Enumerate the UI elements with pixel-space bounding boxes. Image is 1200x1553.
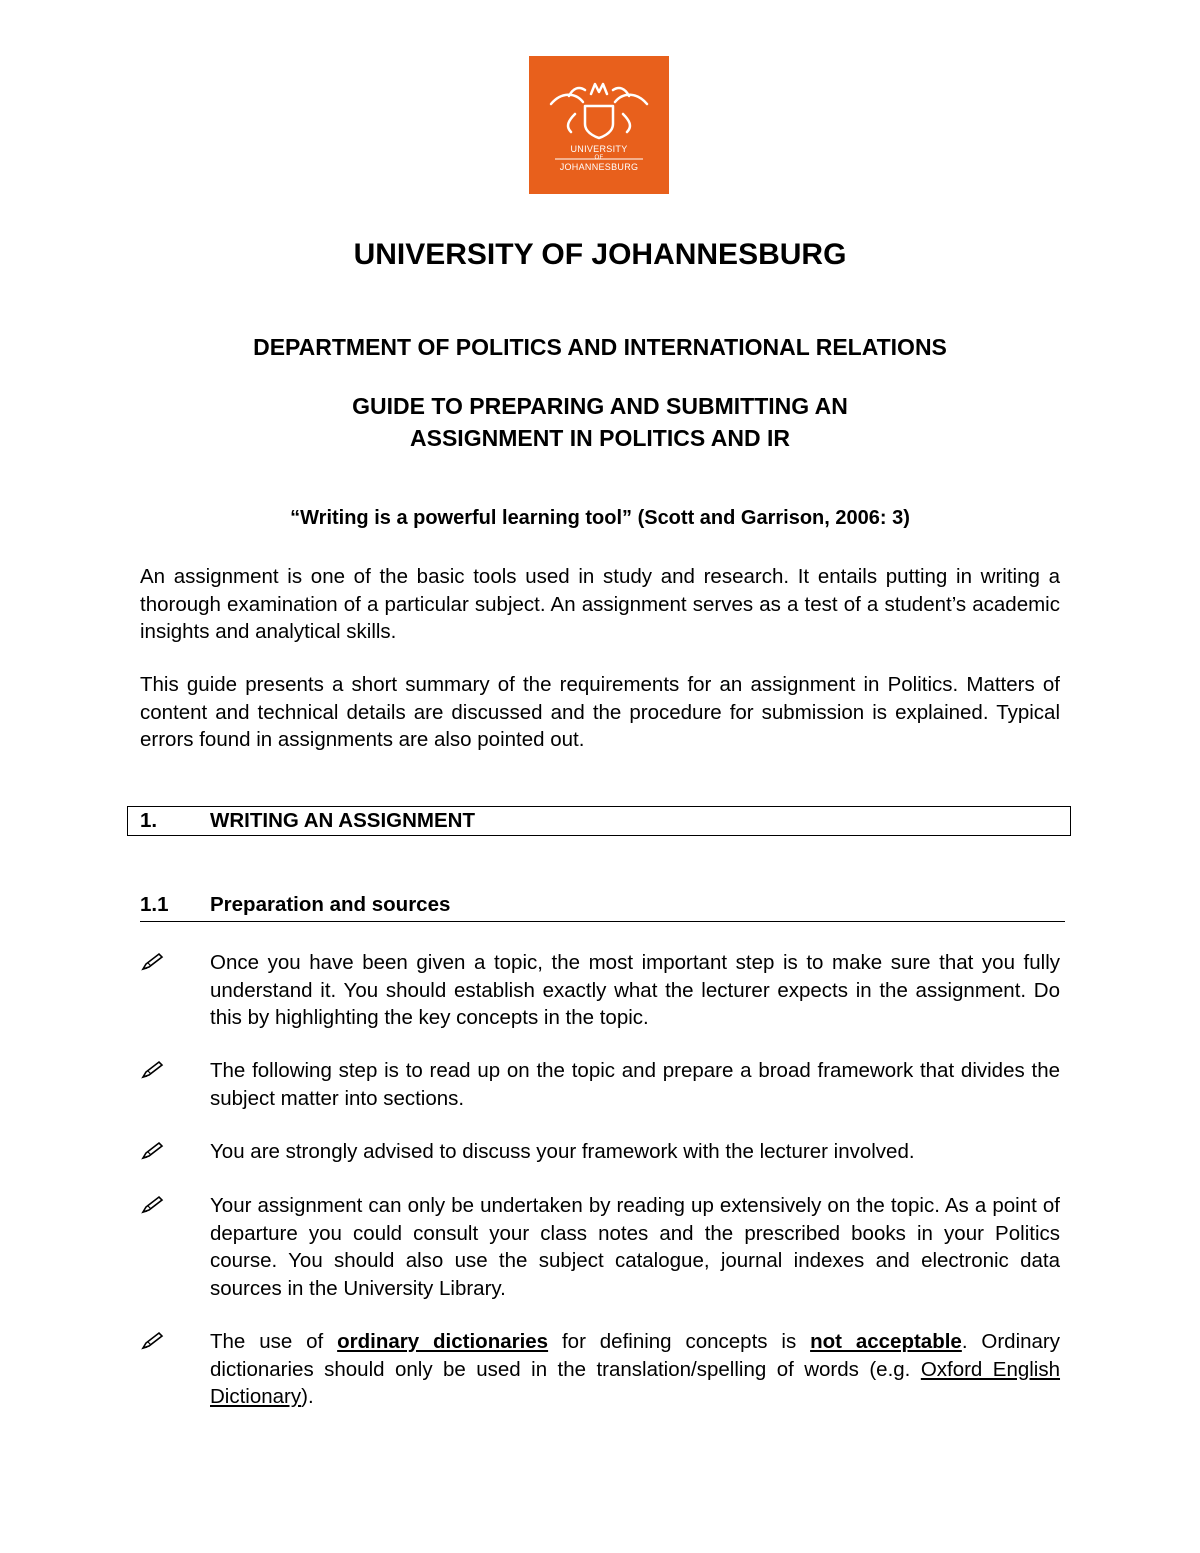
department-title: DEPARTMENT OF POLITICS AND INTERNATIONAL RELATIONS (253, 334, 947, 360)
text-run: for defining concepts is (548, 1330, 811, 1353)
subsection-heading (140, 891, 1065, 922)
pencil-bullet-icon (140, 1141, 164, 1161)
list-item-text: Your assignment can only be undertaken by reading up extensively on the topic. As a point of departure you could consult your class notes and the prescribed books in your Politics course. You should also use the subject catalogue, journal indexes and electronic data sources in the University Library. (210, 1194, 1060, 1300)
pencil-bullet-icon (140, 1195, 164, 1215)
section-heading-box (127, 806, 1071, 836)
emphasis-not-acceptable: not acceptable (810, 1330, 962, 1353)
list-item-text: Once you have been given a topic, the most important step is to make sure that you fully understand it. You should establish exactly what the lecturer expects in the assignment. Do this by highlighting the key concepts in the topic. (210, 951, 1060, 1029)
list-item-text: You are strongly advised to discuss your framework with the lecturer involved. (210, 1140, 915, 1163)
oxford-dictionary-reference: Oxford English Dictionary (210, 1357, 1061, 1408)
logo-text-johannesburg: JOHANNESBURG (559, 162, 639, 172)
text-run: The use of (210, 1330, 338, 1353)
pencil-bullet-icon (140, 1331, 164, 1351)
section-number: 1. (140, 809, 158, 832)
pencil-bullet-icon (140, 952, 164, 972)
subsection-number: 1.1 (140, 893, 169, 916)
section-title: WRITING AN ASSIGNMENT (210, 809, 475, 832)
logo-text-of: OF (594, 155, 604, 161)
logo-text-university: UNIVERSITY (570, 144, 628, 154)
guide-title-line2: ASSIGNMENT IN POLITICS AND IR (410, 425, 790, 451)
emphasis-ordinary-dictionaries: ordinary dictionaries (337, 1330, 549, 1353)
intro-paragraph-2: This guide presents a short summary of the requirements for an assignment in Politics. Matters of content and technical details are discussed and the procedure for submission is explained. Typical errors found in assignments are also pointed out. (140, 673, 1060, 751)
guide-title-line1: GUIDE TO PREPARING AND SUBMITTING AN (352, 393, 848, 419)
epigraph-quote: “Writing is a powerful learning tool” (Scott and Garrison, 2006: 3) (290, 507, 910, 529)
list-item-text (210, 1328, 1060, 1411)
text-run: . Ordinary dictionaries should only be used in the translation/spelling of words (e.g. (210, 1330, 1061, 1381)
university-logo (529, 56, 669, 194)
text-run: ). (301, 1385, 314, 1408)
coat-of-arms-icon (529, 56, 669, 194)
university-title: UNIVERSITY OF JOHANNESBURG (353, 238, 847, 271)
intro-paragraph-1: An assignment is one of the basic tools used in study and research. It entails putting in writing a thorough examination of a particular subject. An assignment serves as a test of a student’s academic insights and analytical skills. (140, 565, 1060, 643)
pencil-bullet-icon (140, 1060, 164, 1080)
subsection-title: Preparation and sources (210, 893, 451, 916)
list-item-text: The following step is to read up on the topic and prepare a broad framework that divides the subject matter into sections. (210, 1059, 1060, 1110)
